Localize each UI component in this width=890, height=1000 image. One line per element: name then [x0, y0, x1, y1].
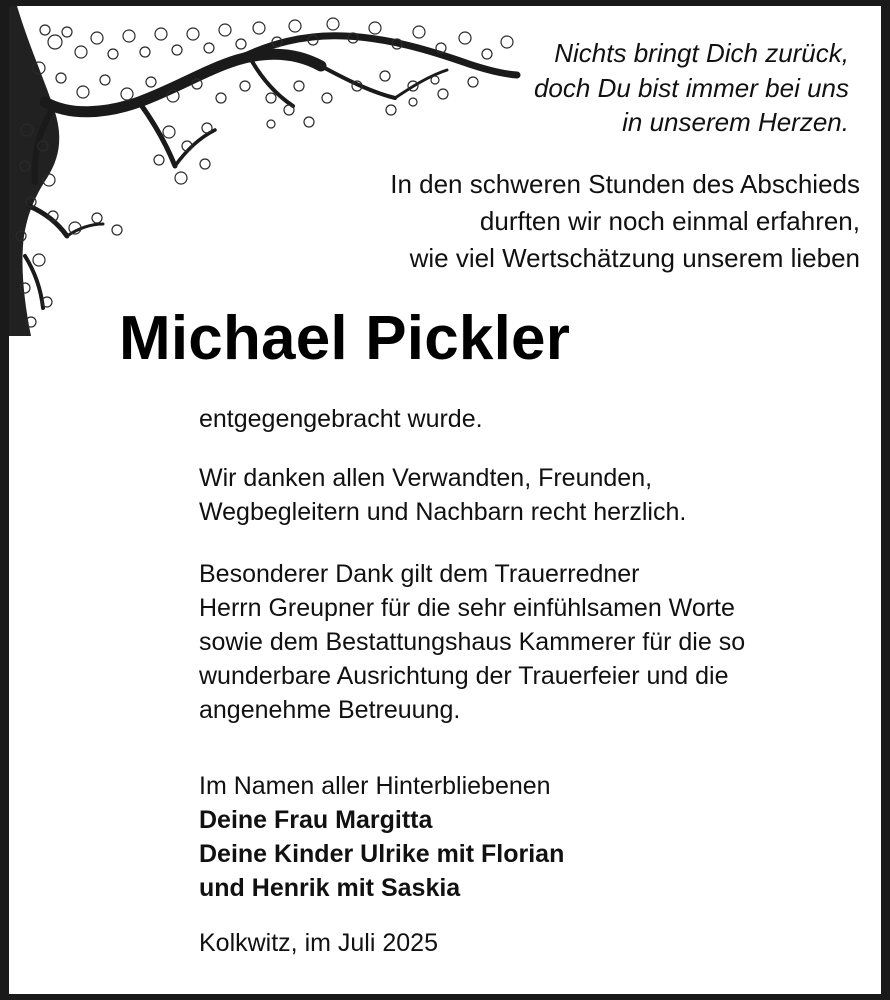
special-thanks-line-2: Herrn Greupner für die sehr einfühlsamen Worte	[199, 594, 735, 622]
thanks-line-1: Wir danken allen Verwandten, Freunden,	[199, 464, 653, 492]
after-name-line: entgegengebracht wurde.	[199, 405, 483, 433]
thanks-block	[199, 461, 859, 529]
deceased-name: Michael Pickler	[119, 304, 571, 373]
intro-line-3: wie viel Wertschätzung unserem lieben	[409, 242, 860, 273]
special-thanks-block	[199, 557, 859, 727]
family-line-3: und Henrik mit Saskia	[199, 874, 461, 902]
thanks-line-2: Wegbegleitern und Nachbarn recht herzlich.	[199, 498, 687, 526]
after-name-text	[199, 402, 859, 436]
special-thanks-line-1: Besonderer Dank gilt dem Trauerredner	[199, 560, 640, 588]
verse-line-1: Nichts bringt Dich zurück,	[554, 38, 849, 68]
family-block	[199, 769, 859, 905]
verse-line-3: in unserem Herzen.	[622, 107, 849, 138]
family-line-2: Deine Kinder Ulrike mit Florian	[199, 840, 565, 868]
special-thanks-line-4: wunderbare Ausrichtung der Trauerfeier und die	[199, 662, 729, 690]
special-thanks-line-5: angenehme Betreuung.	[199, 696, 461, 724]
verse-block	[289, 36, 849, 140]
family-lead: Im Namen aller Hinterbliebenen	[199, 772, 551, 800]
verse-line-2: doch Du bist immer bei uns	[533, 72, 849, 103]
intro-block	[160, 166, 860, 277]
place-date-block	[199, 926, 859, 960]
special-thanks-line-3: sowie dem Bestattungshaus Kammerer für die so	[199, 628, 746, 656]
obituary-content	[9, 6, 881, 994]
intro-line-2: durften wir noch einmal erfahren,	[479, 205, 860, 236]
place-date: Kolkwitz, im Juli 2025	[199, 929, 438, 957]
family-line-1: Deine Frau Margitta	[199, 806, 433, 834]
intro-line-1: In den schweren Stunden des Abschieds	[390, 169, 860, 199]
